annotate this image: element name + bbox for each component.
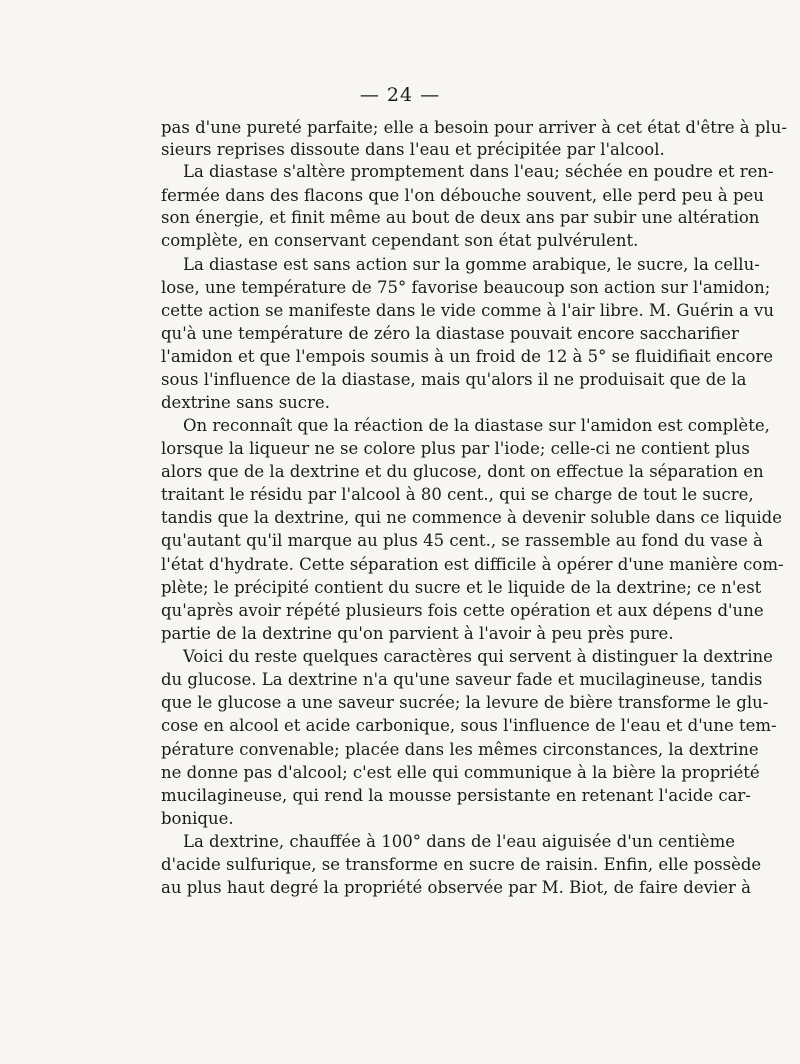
text-line: tandis que la dextrine, qui ne commence à devenir soluble dans ce liquide <box>161 508 782 527</box>
text-line: On reconnaît que la réaction de la diastase sur l'amidon est complète, <box>183 416 770 435</box>
text-line: lose, une température de 75° favorise beaucoup son action sur l'amidon; <box>161 278 771 297</box>
text-line: sieurs reprises dissoute dans l'eau et précipitée par l'alcool. <box>161 140 665 159</box>
text-line: au plus haut degré la propriété observée par M. Biot, de faire devier à <box>161 878 751 897</box>
text-line: La diastase est sans action sur la gomme arabique, le sucre, la cellu- <box>183 255 760 274</box>
text-line: cose en alcool et acide carbonique, sous l'influence de l'eau et d'une tem- <box>161 716 777 735</box>
text-line: que le glucose a une saveur sucrée; la levure de bière transforme le glu- <box>161 693 769 712</box>
text-line: qu'à une température de zéro la diastase pouvait encore saccharifier <box>161 324 739 343</box>
text-line: qu'après avoir répété plusieurs fois cette opération et aux dépens d'une <box>161 601 764 620</box>
text-line: La diastase s'altère promptement dans l'eau; séchée en poudre et ren- <box>183 162 774 181</box>
text-line: ne donne pas d'alcool; c'est elle qui communique à la bière la propriété <box>161 763 760 782</box>
text-line: alors que de la dextrine et du glucose, dont on effectue la séparation en <box>161 462 764 481</box>
text-line: Voici du reste quelques caractères qui servent à distinguer la dextrine <box>183 647 773 666</box>
text-line: l'amidon et que l'empois soumis à un froid de 12 à 5° se fluidifiait encore <box>161 347 774 366</box>
text-line: l'état d'hydrate. Cette séparation est difficile à opérer d'une manière com- <box>161 555 784 574</box>
text-line: La dextrine, chauffée à 100° dans de l'eau aiguisée d'un centième <box>183 832 735 851</box>
text-line: partie de la dextrine qu'on parvient à l'avoir à peu près pure. <box>161 624 674 643</box>
text-line: sous l'influence de la diastase, mais qu'alors il ne produisait que de la <box>161 370 747 389</box>
page-number: — 24 — <box>359 84 441 106</box>
text-line: mucilagineuse, qui rend la mousse persistante en retenant l'acide car- <box>161 786 751 805</box>
text-line: fermée dans des flacons que l'on débouche souvent, elle perd peu à peu <box>161 186 764 205</box>
text-line: traitant le résidu par l'alcool à 80 cent., qui se charge de tout le sucre, <box>161 485 754 504</box>
text-line: plète; le précipité contient du sucre et le liquide de la dextrine; ce n'est <box>161 578 762 597</box>
text-line: son énergie, et finit même au bout de deux ans par subir une altération <box>161 208 760 227</box>
text-line: lorsque la liqueur ne se colore plus par l'iode; celle-ci ne contient plus <box>161 439 750 458</box>
text-line: d'acide sulfurique, se transforme en sucre de raisin. Enfin, elle possède <box>161 855 762 874</box>
text-line: bonique. <box>161 809 234 828</box>
text-line: qu'autant qu'il marque au plus 45 cent., se rassemble au fond du vase à <box>161 531 763 550</box>
text-line: pas d'une pureté parfaite; elle a besoin pour arriver à cet état d'être à plu- <box>161 118 787 137</box>
text-line: pérature convenable; placée dans les mêmes circonstances, la dextrine <box>161 740 759 759</box>
text-line: complète, en conservant cependant son état pulvérulent. <box>161 231 639 250</box>
text-line: du glucose. La dextrine n'a qu'une saveur fade et mucilagineuse, tandis <box>161 670 763 689</box>
text-line: cette action se manifeste dans le vide comme à l'air libre. M. Guérin a vu <box>161 301 775 320</box>
text-line: dextrine sans sucre. <box>161 393 330 412</box>
